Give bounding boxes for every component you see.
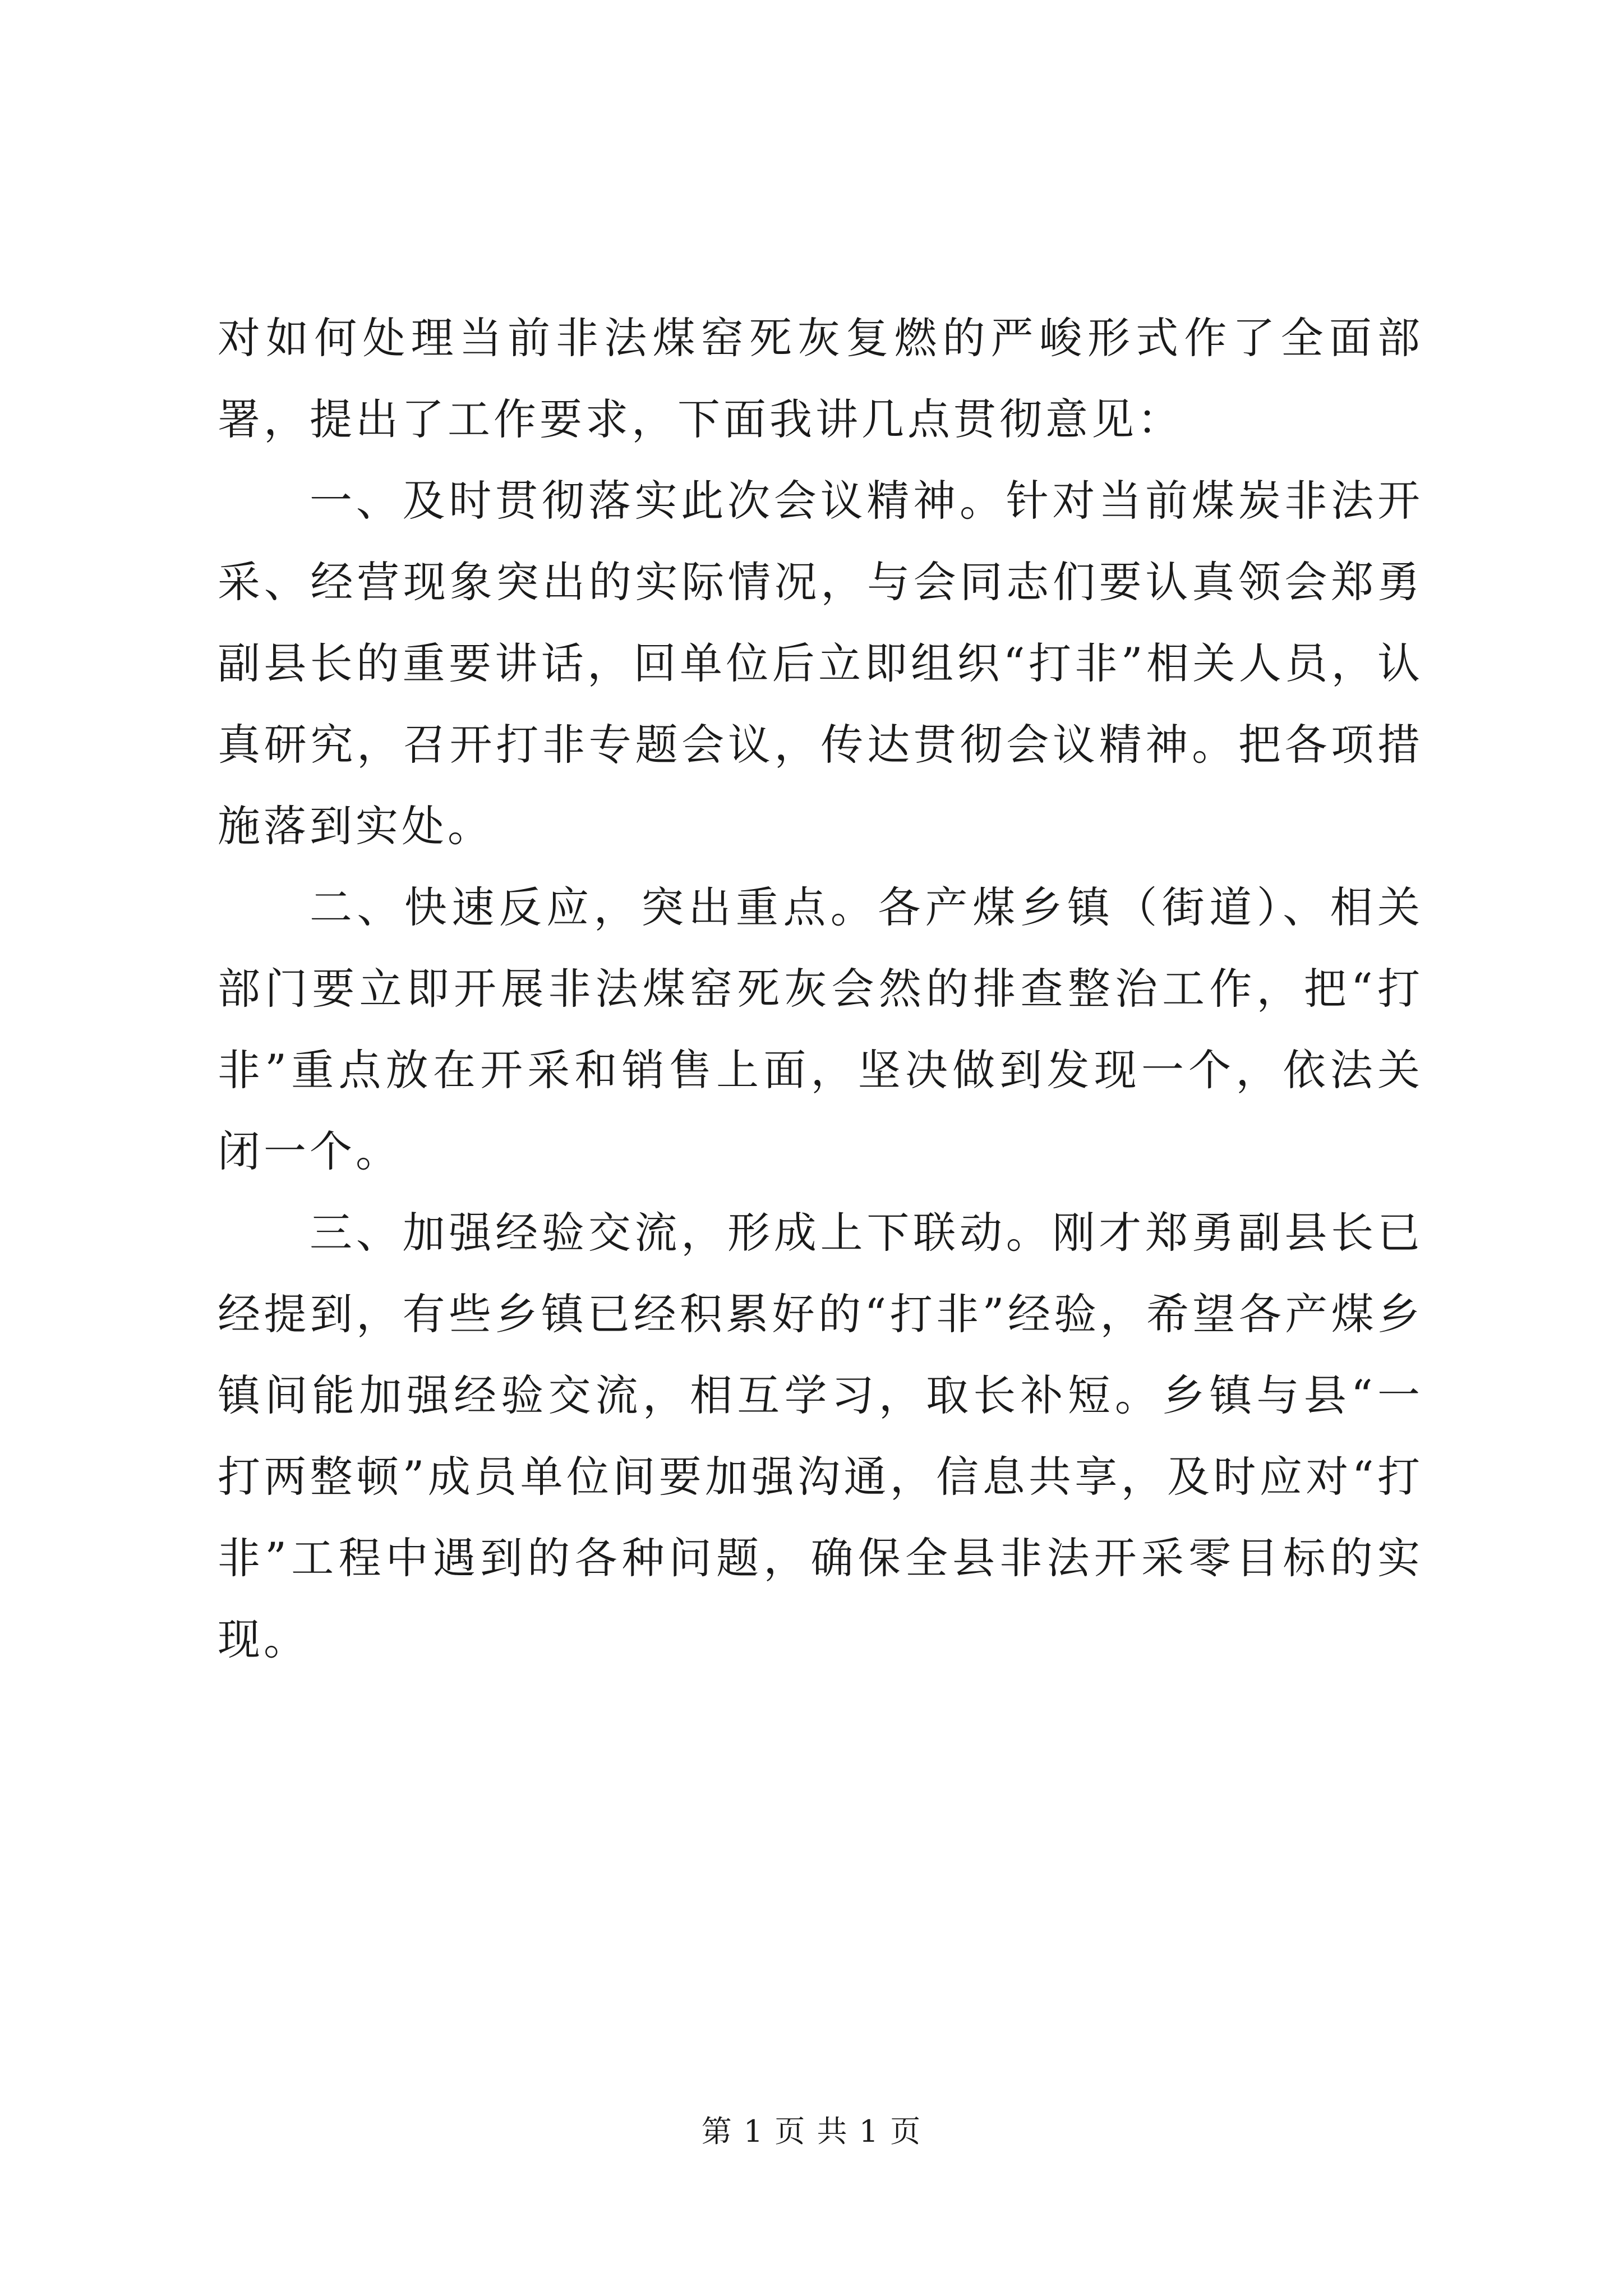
document-body — [218, 297, 1423, 1680]
paragraph-point-three: 三、加强经验交流，形成上下联动。刚才郑勇副县长已经提到，有些乡镇已经积累好的“打非”经验，希望各产煤乡镇间能加强经验交流，相互学习，取长补短。乡镇与县“一打两整顿”成员单位间要加强沟通，信息共享，及时应对“打非”工程中遇到的各种问题，确保全县非法开采零目标的实现。 — [218, 1208, 1423, 1664]
paragraph-point-one: 一、及时贯彻落实此次会议精神。针对当前煤炭非法开采、经营现象突出的实际情况，与会同志们要认真领会郑勇副县长的重要讲话，回单位后立即组织“打非”相关人员，认真研究，召开打非专题会议，传达贯彻会议精神。把各项措施落到实处。 — [218, 476, 1423, 851]
page-number-footer: 第 1 页 共 1 页 — [701, 2114, 922, 2149]
paragraph-point-two: 二、快速反应，突出重点。各产煤乡镇（街道）、相关部门要立即开展非法煤窑死灰会然的排查整治工作，把“打非”重点放在开采和销售上面，坚决做到发现一个，依法关闭一个。 — [218, 882, 1423, 1176]
paragraph-intro: 对如何处理当前非法煤窑死灰复燃的严峻形式作了全面部署，提出了工作要求，下面我讲几点贯彻意见： — [218, 313, 1423, 444]
